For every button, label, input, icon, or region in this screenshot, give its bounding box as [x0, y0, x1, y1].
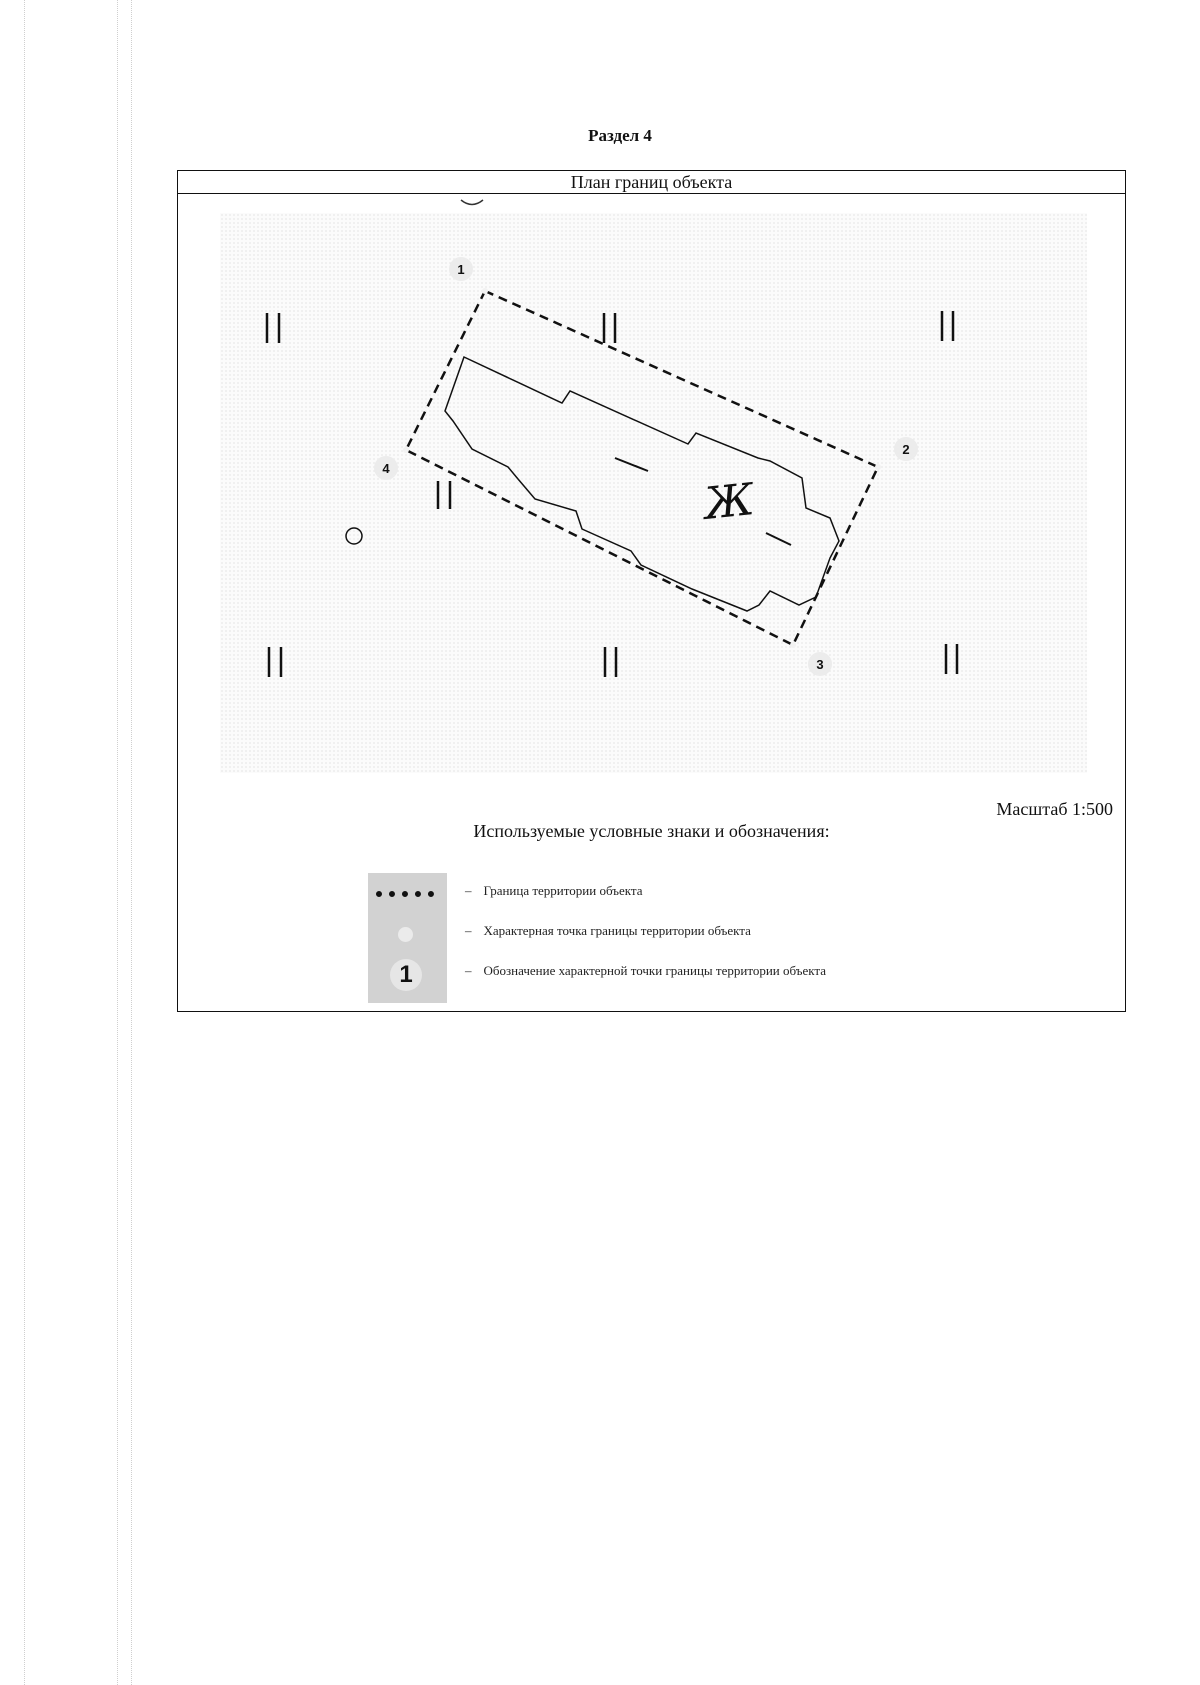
point-label-1: 1 — [457, 262, 465, 277]
legend-item: – Граница территории объекта — [465, 883, 643, 898]
building-outline — [445, 357, 839, 611]
legend-symbols — [368, 873, 447, 1003]
characteristic-point-4 — [403, 447, 409, 453]
point-symbol — [398, 927, 413, 942]
legend-item: – Обозначение характерной точки границы территории объекта — [465, 963, 827, 978]
boundary-line-symbol — [376, 891, 434, 897]
scan-edge-line — [24, 0, 26, 1685]
characteristic-point-3 — [790, 642, 796, 648]
plan-frame — [177, 170, 1126, 1012]
legend-item-text: Характерная точка границы территории объекта — [483, 923, 751, 938]
legend-item-text: Обозначение характерной точки границы территории объекта — [483, 963, 827, 978]
building-dash-mark — [615, 458, 648, 471]
scale-label: Масштаб 1:500 — [996, 799, 1113, 819]
survey-circle-marker — [346, 528, 362, 544]
building-dash-mark — [766, 533, 791, 545]
point-label-4: 4 — [382, 461, 390, 476]
plan-header: План границ объекта — [178, 171, 1125, 194]
land-hatch-marks — [267, 311, 957, 677]
boundary-plan — [178, 171, 1127, 1013]
legend-item-text: Граница территории объекта — [483, 883, 643, 898]
building-label: Ж — [701, 474, 757, 530]
characteristic-point-2 — [875, 464, 881, 470]
legend-title: Используемые условные знаки и обозначения: — [473, 821, 830, 841]
partial-point-marker — [461, 200, 483, 205]
characteristic-point-1 — [482, 288, 488, 294]
point-label-3: 3 — [816, 657, 824, 672]
scan-edge-line — [131, 0, 133, 1685]
section-title: Раздел 4 — [588, 126, 652, 145]
point-number-symbol: 1 — [390, 959, 422, 991]
legend-item: – Характерная точка границы территории объекта — [465, 923, 751, 938]
scan-edge-line — [117, 0, 119, 1685]
point-label-2: 2 — [902, 442, 910, 457]
